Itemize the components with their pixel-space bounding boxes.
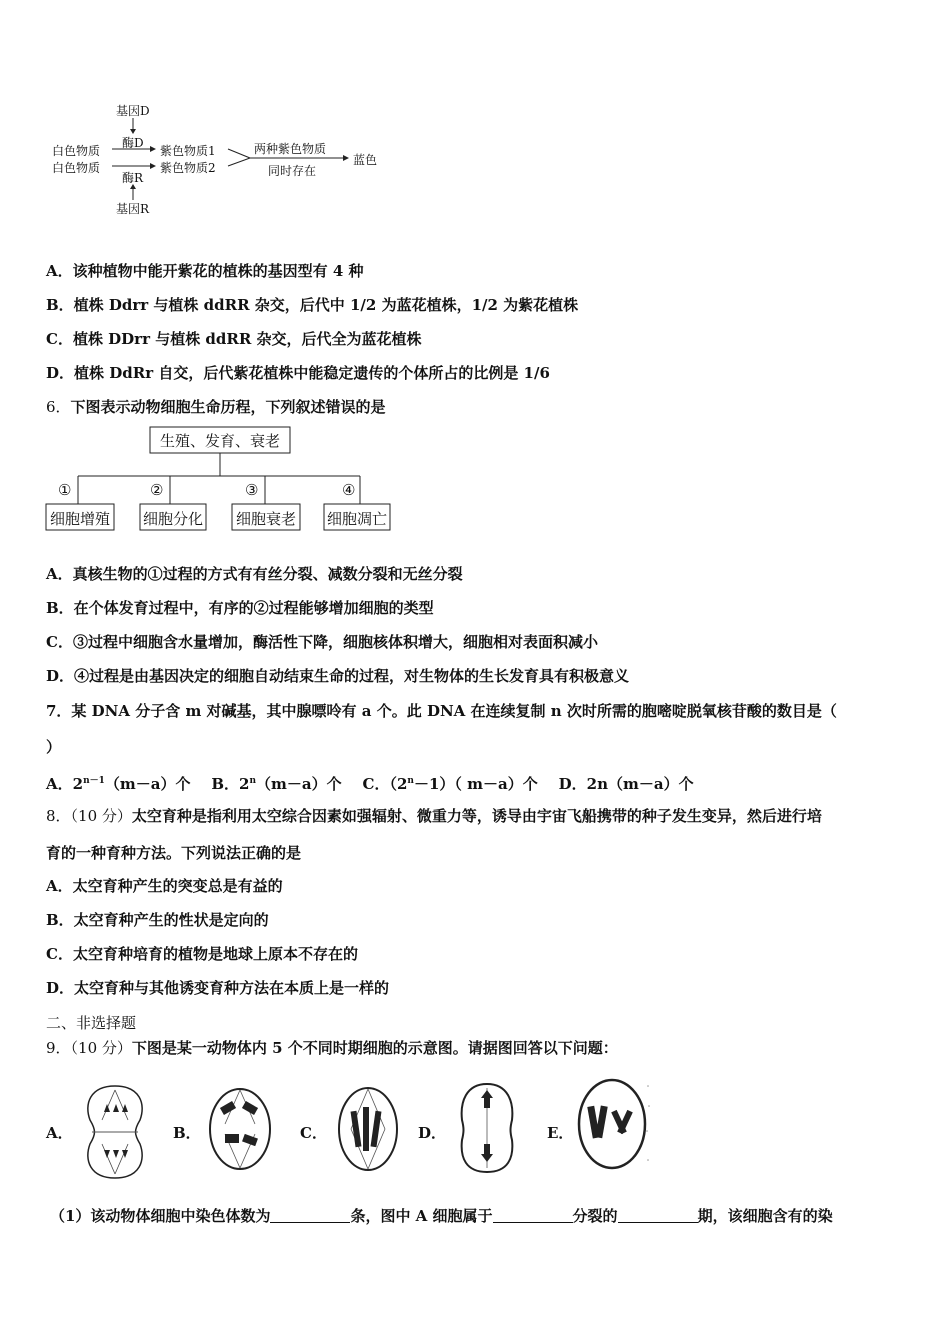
white-substance-2: 白色物质: [52, 161, 101, 175]
q7-option-c: C．$(2^n-1)$（ m－a）个: [362, 775, 538, 793]
diagram-root-label: 生殖、发育、衰老: [160, 432, 281, 450]
pathway-diagram: [40, 96, 400, 226]
q7-options: [46, 771, 694, 794]
cell-e-image: [574, 1076, 654, 1172]
q6-option-d: D．④过程是由基因决定的细胞自动结束生命的过程，对生物体的生长发育具有积极意义: [46, 667, 630, 685]
cell-d-image: [454, 1080, 520, 1176]
cell-b-label: B．: [173, 1124, 201, 1142]
q5-option-d: D．植株 DdRr 自交，后代紫花植株中能稳定遗传的个体所占的比例是 1/6: [46, 364, 550, 382]
q9-sub1-text-d: 期，该细胞含有的染: [697, 1207, 833, 1225]
q6-option-c: C．③过程中细胞含水量增加，酶活性下降，细胞核体积增大，细胞相对表面积减小: [46, 633, 598, 651]
q8-number: 8．: [46, 807, 71, 825]
blank-division-type[interactable]: [493, 1207, 573, 1223]
q7-option-a: A．$2^{n-1}(m-a)$个: [46, 775, 191, 793]
q9-sub1: [50, 1206, 833, 1226]
q8-option-c: C．太空育种培育的植物是地球上原本不存在的: [46, 945, 358, 963]
q5-option-c: C．植株 DDrr 与植株 ddRR 杂交，后代全为蓝花植株: [46, 330, 422, 348]
branch-4-label: 细胞凋亡: [327, 510, 388, 528]
q7-option-d: D．2n（m－a）个: [558, 775, 694, 793]
q6-option-a: A．真核生物的①过程的方式有有丝分裂、减数分裂和无丝分裂: [46, 565, 463, 583]
q8-option-b: B．太空育种产生的性状是定向的: [46, 911, 269, 929]
enzyme-r-label: 酶R: [122, 171, 144, 185]
cell-a-image: [80, 1082, 150, 1182]
cell-c-image: [333, 1083, 403, 1175]
enzyme-d-label: 酶D: [122, 136, 144, 150]
q9-sub1-text-c: 分裂的: [572, 1207, 618, 1225]
cell-b-image: [205, 1084, 275, 1174]
section-heading: 二、非选择题: [46, 1014, 137, 1032]
q9-sub1-text-b: 条，图中 A 细胞属于: [350, 1207, 493, 1225]
branch-4-number: ④: [342, 481, 356, 499]
q8-score: （10 分）: [70, 807, 132, 825]
q6-stem-text: 下图表示动物细胞生命历程，下列叙述错误的是: [70, 398, 386, 416]
branch-3-label: 细胞衰老: [236, 510, 297, 528]
branch-1-number: ①: [58, 481, 72, 499]
gene-r-label: 基因R: [116, 202, 150, 216]
q9-stem: [46, 1038, 618, 1058]
both-purple-line2: 同时存在: [268, 164, 317, 178]
cell-lifecycle-diagram: [44, 426, 394, 536]
q8-stem-line1: [46, 806, 822, 826]
both-purple-line1: 两种紫色物质: [254, 142, 327, 156]
q8-stem-line2: 育的一种育种方法。下列说法正确的是: [46, 844, 302, 862]
blue-label: 蓝色: [353, 153, 378, 167]
q5-option-b: B．植株 Ddrr 与植株 ddRR 杂交，后代中 1/2 为蓝花植株，1/2 为紫花植株: [46, 296, 579, 314]
cell-c-label: C．: [300, 1124, 327, 1142]
q9-sub1-text-a: （1）该动物体细胞中染色体数为: [50, 1207, 271, 1225]
q8-option-d: D．太空育种与其他诱变育种方法在本质上是一样的: [46, 979, 390, 997]
q7-stem-line1: 7．某 DNA 分子含 m 对碱基，其中腺嘌呤有 a 个。此 DNA 在连续复制 n 次时所需的胞嘧啶脱氧核苷酸的数目是（: [46, 702, 837, 720]
branch-1-label: 细胞增殖: [50, 510, 111, 528]
q9-number: 9．: [46, 1039, 71, 1057]
blank-division-phase[interactable]: [618, 1207, 698, 1223]
branch-2-number: ②: [150, 481, 164, 499]
gene-d-label: 基因D: [116, 104, 150, 118]
cell-e-label: E．: [547, 1124, 574, 1142]
q9-stem-text: 下图是某一动物体内 5 个不同时期细胞的示意图。请据图回答以下问题：: [131, 1039, 618, 1057]
q9-score: （10 分）: [70, 1039, 132, 1057]
branch-3-number: ③: [245, 481, 259, 499]
q6-number: 6．: [46, 398, 71, 416]
q8-option-a: A．太空育种产生的突变总是有益的: [46, 877, 283, 895]
q5-option-a: A．该种植物中能开紫花的植株的基因型有 4 种: [46, 262, 364, 280]
blank-chromosome-count[interactable]: [270, 1207, 350, 1223]
cell-d-label: D．: [418, 1124, 447, 1142]
q6-stem: [46, 397, 386, 417]
q6-option-b: B．在个体发育过程中，有序的②过程能够增加细胞的类型: [46, 599, 434, 617]
q7-stem-line2: ）: [46, 738, 62, 756]
purple-substance-2: 紫色物质2: [160, 161, 216, 175]
cell-a-label: A．: [46, 1124, 73, 1142]
purple-substance-1: 紫色物质1: [160, 144, 216, 158]
white-substance-1: 白色物质: [52, 144, 101, 158]
q7-option-b: B．$2^n(m-a)$个: [211, 775, 342, 793]
q8-line1-text: 太空育种是指利用太空综合因素如强辐射、微重力等，诱导由宇宙飞船携带的种子发生变异，然后进行培: [131, 807, 822, 825]
branch-2-label: 细胞分化: [143, 510, 204, 528]
